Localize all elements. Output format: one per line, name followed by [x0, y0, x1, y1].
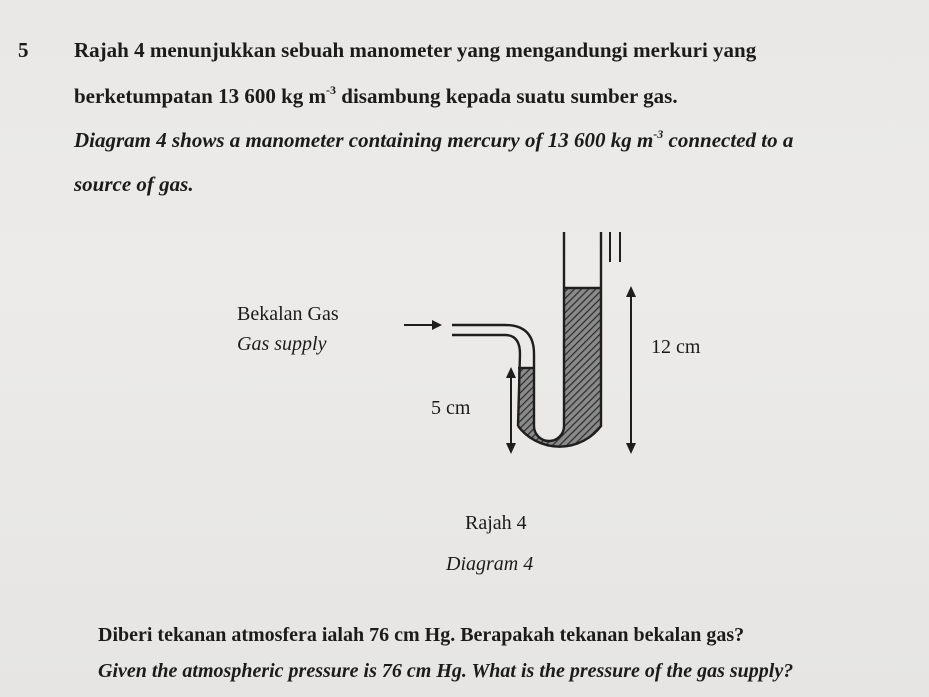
height-arrow-5cm [506, 367, 516, 454]
malay-line2-post: disambung kepada suatu sumber gas. [336, 84, 678, 108]
question-english-line2: source of gas. [74, 172, 194, 196]
label-12cm: 12 cm [651, 336, 701, 358]
malay-line2-pre: berketumpatan 13 600 kg m [74, 84, 327, 108]
gas-supply-label-malay: Bekalan Gas [237, 303, 339, 325]
question-malay-line1: Rajah 4 menunjukkan sebuah manometer yang mengandungi merkuri yang [74, 38, 757, 62]
english-line1-post: connected to a [663, 128, 794, 152]
gas-flow-arrow [404, 320, 442, 330]
open-end-marks [610, 232, 620, 262]
label-5cm: 5 cm [431, 397, 471, 419]
height-arrow-12cm [626, 286, 636, 454]
question-number: 5 [18, 38, 29, 62]
given-english: Given the atmospheric pressure is 76 cm Hg. What is the pressure of the gas supply? [98, 660, 794, 682]
malay-line2-sup: -3 [326, 83, 337, 97]
english-line1-sup: -3 [653, 127, 664, 141]
caption-malay: Rajah 4 [465, 512, 527, 534]
english-line1-pre: Diagram 4 shows a manometer containing mercury of 13 600 kg m [74, 128, 654, 152]
caption-english: Diagram 4 [446, 553, 534, 575]
given-malay: Diberi tekanan atmosfera ialah 76 cm Hg. Berapakah tekanan bekalan gas? [98, 624, 745, 646]
gas-supply-label-english: Gas supply [237, 333, 327, 355]
